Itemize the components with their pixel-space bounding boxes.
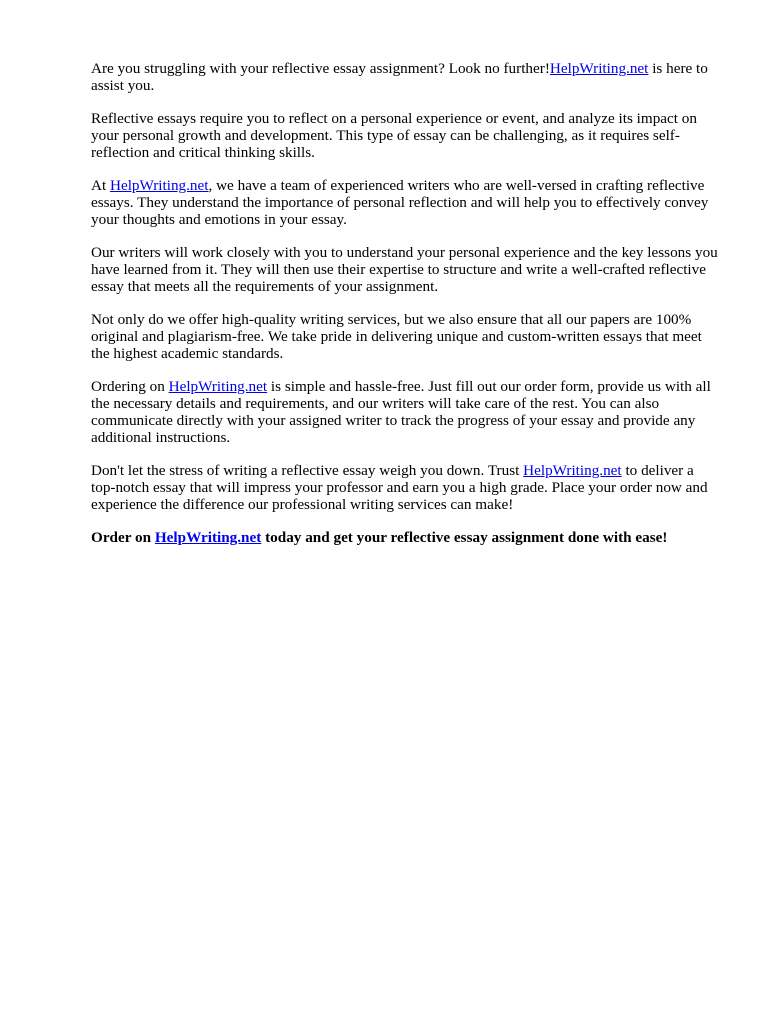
paragraph-text: Not only do we offer high-quality writing services, but we also ensure that all our papers are 100% original and plagiarism-free. We take pride in delivering unique and custom-written essays that meet the highest academic standards. [91,311,702,362]
paragraph-text: Don't let the stress of writing a reflective essay weigh you down. Trust [91,462,524,479]
paragraph-originality [91,311,721,362]
helpwriting-link[interactable]: HelpWriting.net [109,177,209,194]
paragraph-team [91,177,721,228]
paragraph-text: Are you struggling with your reflective essay assignment? Look no further! [91,60,550,77]
paragraph-text: to deliver a top-notch essay that will impress your professor and earn you a high grade. Place your order now and experience the difference our professional writing services can make! [91,462,708,513]
paragraph-text: , we have a team of experienced writers who are well-versed in crafting reflective essays. They understand the importance of personal reflection and will help you to effectively convey your thoughts and emotions in your essay. [91,177,709,228]
paragraph-text: today and get your reflective essay assignment done with ease! [261,529,668,546]
paragraph-text: Order on [91,529,155,546]
paragraph-call-to-action [91,529,721,546]
paragraph-text: Our writers will work closely with you to understand your personal experience and the key lessons you have learned from it. They will then use their expertise to structure and write a well-crafted reflective essay that meets all the requirements of your assignment. [91,244,718,295]
helpwriting-link[interactable]: HelpWriting.net [168,378,268,395]
paragraph-writers [91,244,721,295]
paragraph-text: is simple and hassle-free. Just fill out our order form, provide us with all the necessary details and requirements, and our writers will take care of the rest. You can also communicate directly with your assigned writer to track the progress of your essay and provide any additional instructions. [91,378,711,446]
paragraph-stress [91,462,721,513]
paragraph-text: Ordering on [91,378,169,395]
helpwriting-link[interactable]: HelpWriting.net [523,462,622,479]
helpwriting-link[interactable]: HelpWriting.net [549,60,649,77]
document-page [91,60,721,562]
paragraph-text: Reflective essays require you to reflect on a personal experience or event, and analyze its impact on your personal growth and development. This type of essay can be challenging, as it requires self-reflection and critical thinking skills. [91,110,697,161]
paragraph-reflective-essays [91,110,721,161]
helpwriting-link[interactable]: HelpWriting.net [154,529,262,546]
paragraph-intro [91,60,721,94]
paragraph-text: At [91,177,110,194]
paragraph-ordering [91,378,721,446]
paragraph-text: is here to assist you. [91,60,708,94]
